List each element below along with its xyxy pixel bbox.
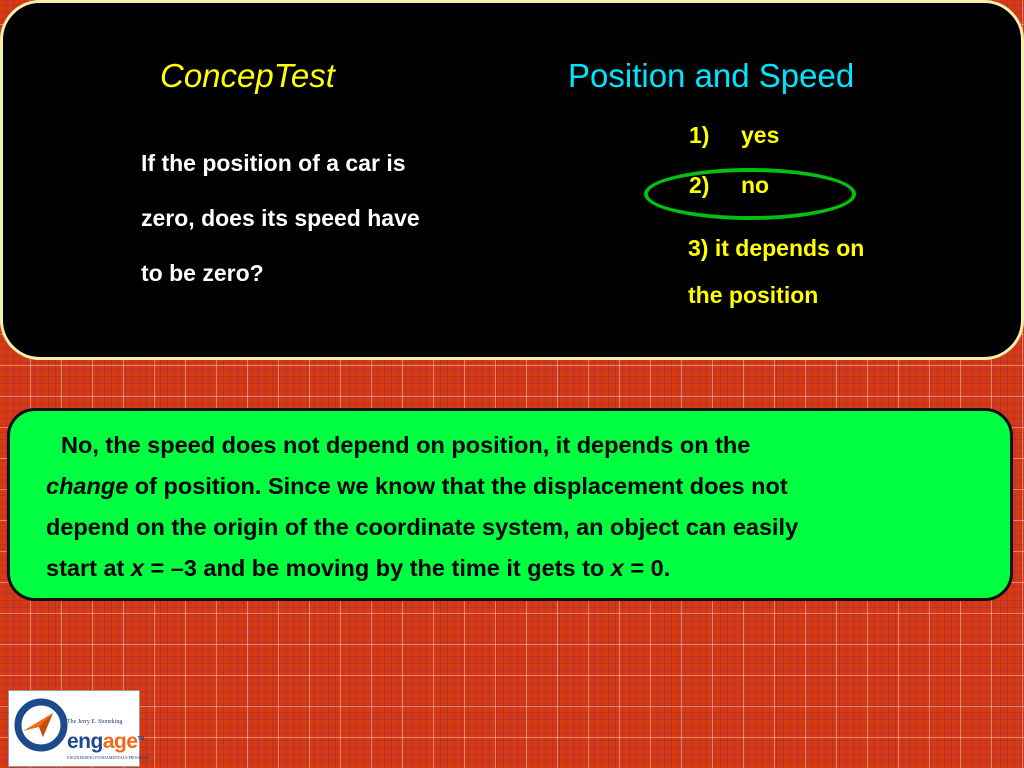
question-line: If the position of a car is: [141, 150, 406, 176]
answer-option-3: [688, 225, 864, 319]
answer-number: 1): [689, 122, 710, 148]
explanation-text: [46, 425, 1006, 589]
explanation-box: [7, 408, 1013, 601]
explanation-line: depend on the origin of the coordinate system, an object can easily: [46, 514, 799, 540]
emphasis-change: change: [46, 473, 129, 499]
logo-tagline: ENGINEERING FUNDAMENTALS PROGRAM: [67, 755, 149, 760]
explanation-line: No, the speed does not depend on position, it depends on the: [61, 432, 751, 458]
answer-text-line: the position: [688, 282, 819, 308]
slide-title: Position and Speed: [568, 57, 855, 94]
concep-test-label: ConcepTest: [160, 57, 335, 94]
question-text: [141, 136, 521, 301]
logo-wordmark: engage™: [67, 730, 144, 753]
answer-option-1: [689, 122, 779, 149]
question-panel: [0, 0, 1024, 360]
question-line: to be zero?: [141, 260, 264, 286]
variable-x: x: [130, 555, 144, 581]
answer-text-line: 3) it depends on: [688, 235, 865, 261]
answer-text: no: [741, 172, 770, 198]
engage-logo: [8, 690, 149, 767]
explanation-line: start at x = –3 and be moving by the time it gets to x = 0.: [46, 555, 671, 581]
answer-number: 2): [689, 172, 710, 198]
answer-text: yes: [741, 122, 780, 148]
correct-answer-ring: [644, 168, 856, 220]
explanation-line: change of position. Since we know that the displacement does not: [46, 473, 788, 499]
question-line: zero, does its speed have: [141, 205, 420, 231]
engage-logo-mark-icon: [13, 697, 69, 753]
variable-x: x: [610, 555, 624, 581]
logo-program-name: The Jerry E. Stoneking: [67, 719, 123, 725]
